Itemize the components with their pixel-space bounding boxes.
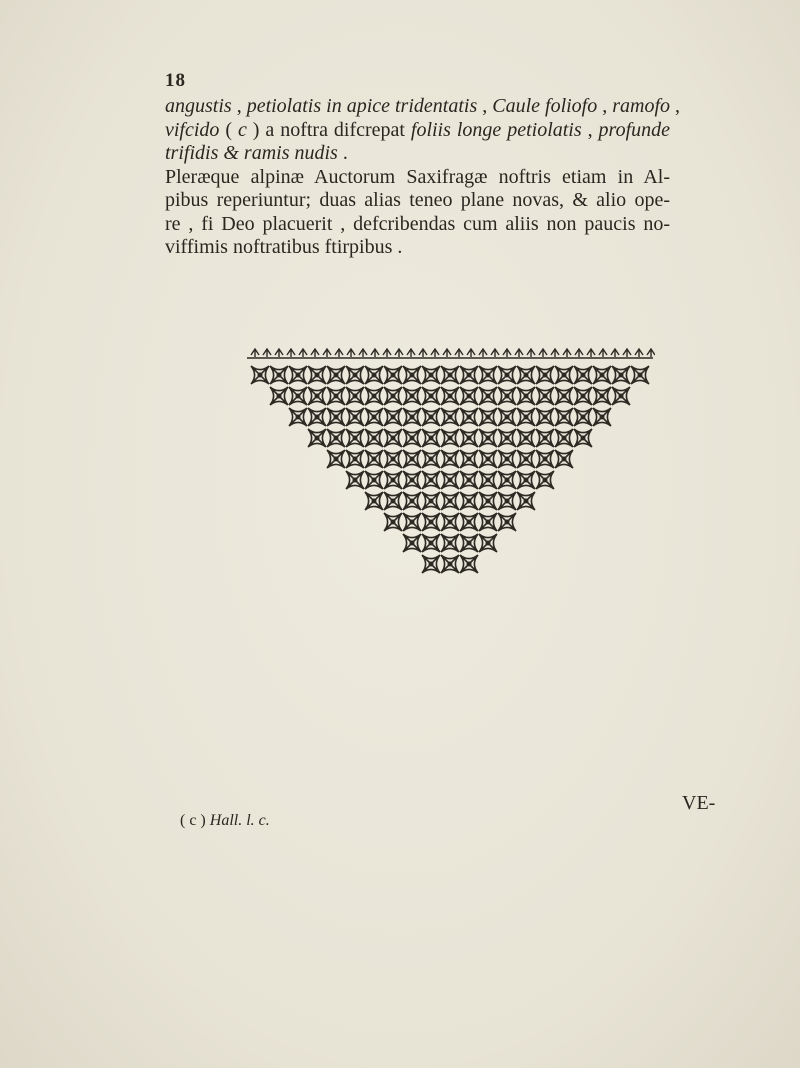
fleuron-motif: [460, 387, 478, 405]
fleuron-motif: [308, 429, 326, 447]
text-segment: vifcido: [165, 118, 220, 141]
fleuron-motif: [327, 408, 345, 426]
text-segment: petiolatis in apice tridentatis: [246, 95, 478, 117]
text-segment: .: [337, 142, 348, 164]
fleuron-motif: [479, 429, 497, 447]
fleuron-motif: [422, 408, 440, 426]
fleuron-motif: [460, 492, 478, 510]
fleuron-motif: [479, 366, 497, 384]
fleuron-motif: [460, 408, 478, 426]
fleuron-motif: [327, 387, 345, 405]
fleuron-motif: [403, 450, 421, 468]
fleuron-motif: [460, 450, 478, 468]
fleuron-motif: [422, 366, 440, 384]
text-segment: ,: [231, 95, 247, 117]
fleuron-motif: [346, 387, 364, 405]
text-line: [165, 119, 670, 143]
fleuron-motif: [460, 366, 478, 384]
fleuron-motif: [441, 534, 459, 552]
fleuron-motif: [365, 387, 383, 405]
fleuron-motif: [536, 408, 554, 426]
fleuron-motif: [403, 366, 421, 384]
fleuron-motif: [422, 534, 440, 552]
fleuron-motif: [536, 387, 554, 405]
text-line: [165, 166, 670, 190]
fleuron-motif: [460, 513, 478, 531]
fleuron-motif: [346, 450, 364, 468]
fleuron-motif: [365, 408, 383, 426]
fleuron-motif: [555, 366, 573, 384]
fleuron-motif: [270, 366, 288, 384]
text-segment: profunde: [598, 118, 671, 141]
fleuron-motif: [422, 471, 440, 489]
fleuron-motif: [555, 429, 573, 447]
fleuron-motif: [479, 387, 497, 405]
fleuron-motif: [441, 471, 459, 489]
fleuron-motif: [365, 450, 383, 468]
fleuron-motif: [517, 450, 535, 468]
fleuron-motif: [422, 492, 440, 510]
fleuron-motif: [365, 429, 383, 447]
fleuron-motif: [479, 408, 497, 426]
fleuron-motif: [365, 366, 383, 384]
fleuron-motif: [384, 387, 402, 405]
fleuron-motif: [441, 429, 459, 447]
fleuron-motif: [498, 429, 516, 447]
text-line: [165, 95, 681, 119]
fleuron-motif: [327, 366, 345, 384]
fleuron-motif: [612, 366, 630, 384]
fleuron-motif: [403, 387, 421, 405]
fleuron-motif: [422, 513, 440, 531]
fleuron-motif: [498, 366, 516, 384]
fleuron-motif: [612, 387, 630, 405]
fleuron-motif: [346, 366, 364, 384]
text-line: [165, 213, 670, 237]
fleuron-motif: [517, 492, 535, 510]
fleuron-motif: [460, 471, 478, 489]
fleuron-motif: [346, 471, 364, 489]
fleuron-motif: [593, 366, 611, 384]
fleuron-motif: [517, 366, 535, 384]
fleuron-motif: [384, 471, 402, 489]
text-segment: ,: [670, 95, 681, 117]
fleuron-motif: [536, 450, 554, 468]
fleuron-motif: [308, 366, 326, 384]
fleuron-motif: [479, 471, 497, 489]
fleuron-motif: [536, 366, 554, 384]
fleuron-motif: [517, 408, 535, 426]
fleuron-motif: [441, 513, 459, 531]
text-segment: pibus reperiuntur; duas alias teneo plane novas, & alio ope-: [165, 189, 670, 211]
text-segment: Caule foliofo: [492, 95, 598, 117]
fleuron-motif: [460, 429, 478, 447]
fleuron-motif: [384, 450, 402, 468]
fleuron-motif: [498, 387, 516, 405]
text-segment: trifidis & ramis nudis: [165, 142, 338, 164]
fleuron-motif: [441, 387, 459, 405]
fleuron-motif: [384, 408, 402, 426]
fleuron-motif: [289, 366, 307, 384]
text-segment: ,: [597, 95, 613, 117]
fleuron-motif: [460, 534, 478, 552]
text-segment: viffimis noftratibus ftirpibus .: [165, 236, 403, 258]
text-line: [165, 236, 670, 260]
text-segment: re , fi Deo placuerit , defcribendas cum aliis non paucis no-: [165, 212, 670, 235]
fleuron-motif: [403, 492, 421, 510]
fleuron-motif: [384, 492, 402, 510]
catchword: VE-: [682, 792, 716, 814]
fleuron-motif: [270, 387, 288, 405]
fleuron-motif: [593, 408, 611, 426]
fleuron-motif: [422, 429, 440, 447]
fleuron-motif: [403, 429, 421, 447]
fleuron-motif: [517, 429, 535, 447]
fleuron-motif: [441, 366, 459, 384]
fleuron-motif: [574, 387, 592, 405]
fleuron-motif: [365, 492, 383, 510]
fleuron-motif: [498, 450, 516, 468]
fleuron-motif: [441, 492, 459, 510]
text-segment: (: [219, 118, 238, 141]
fleuron-motif: [441, 555, 459, 573]
fleuron-motif: [422, 387, 440, 405]
text-segment: ) a noftra difcrepat: [246, 118, 411, 141]
fleuron-motif: [479, 492, 497, 510]
text-segment: ,: [477, 95, 493, 117]
text-segment: angustis: [165, 95, 232, 117]
fleuron-motif: [536, 429, 554, 447]
fleuron-motif: [403, 471, 421, 489]
fleuron-motif: [384, 429, 402, 447]
fleuron-motif: [498, 513, 516, 531]
fleuron-motif: [574, 366, 592, 384]
ornament-top-band: [247, 349, 655, 358]
fleuron-motif: [479, 450, 497, 468]
fleuron-motif: [251, 366, 269, 384]
fleuron-motif: [479, 534, 497, 552]
text-segment: ramofo: [612, 95, 671, 117]
page-number: 18: [165, 70, 186, 91]
fleuron-motif: [555, 408, 573, 426]
fleuron-motif: [422, 555, 440, 573]
fleuron-motif: [365, 471, 383, 489]
fleuron-motif: [327, 450, 345, 468]
fleuron-motif: [403, 513, 421, 531]
fleuron-motif: [289, 408, 307, 426]
text-segment: Pleræque alpinæ Auctorum Saxifragæ noftris etiam in Al-: [165, 165, 670, 188]
fleuron-motif: [498, 471, 516, 489]
triangular-fleuron-ornament-icon: [245, 345, 655, 580]
text-line: [165, 142, 670, 166]
fleuron-motif: [498, 408, 516, 426]
fleuron-motif: [555, 387, 573, 405]
fleuron-motif: [517, 387, 535, 405]
fleuron-motif: [498, 492, 516, 510]
body-text: [165, 95, 681, 260]
fleuron-motif: [289, 387, 307, 405]
fleuron-motif: [574, 408, 592, 426]
footnote: [180, 812, 270, 830]
fleuron-motif: [460, 555, 478, 573]
fleuron-motif: [403, 534, 421, 552]
fleuron-motif: [441, 450, 459, 468]
fleuron-motif: [593, 387, 611, 405]
fleuron-motif: [631, 366, 649, 384]
text-segment: c: [237, 118, 247, 141]
text-line: [165, 189, 670, 213]
fleuron-motif: [346, 408, 364, 426]
text-segment: foliis longe petiolatis: [410, 118, 582, 141]
footnote-reference: Hall. l. c.: [209, 812, 270, 829]
fleuron-motif: [536, 471, 554, 489]
fleuron-motif: [403, 408, 421, 426]
fleuron-motif: [384, 366, 402, 384]
fleuron-motif: [308, 387, 326, 405]
fleuron-motif: [555, 450, 573, 468]
text-segment: ,: [581, 118, 599, 141]
fleuron-motif: [479, 513, 497, 531]
fleuron-motif: [574, 429, 592, 447]
fleuron-motif: [441, 408, 459, 426]
fleuron-motif: [422, 450, 440, 468]
fleuron-motif: [308, 408, 326, 426]
fleuron-motif: [327, 429, 345, 447]
fleuron-motif: [346, 429, 364, 447]
footnote-marker: ( c ): [180, 812, 206, 829]
fleuron-motif: [517, 471, 535, 489]
fleuron-motif: [384, 513, 402, 531]
